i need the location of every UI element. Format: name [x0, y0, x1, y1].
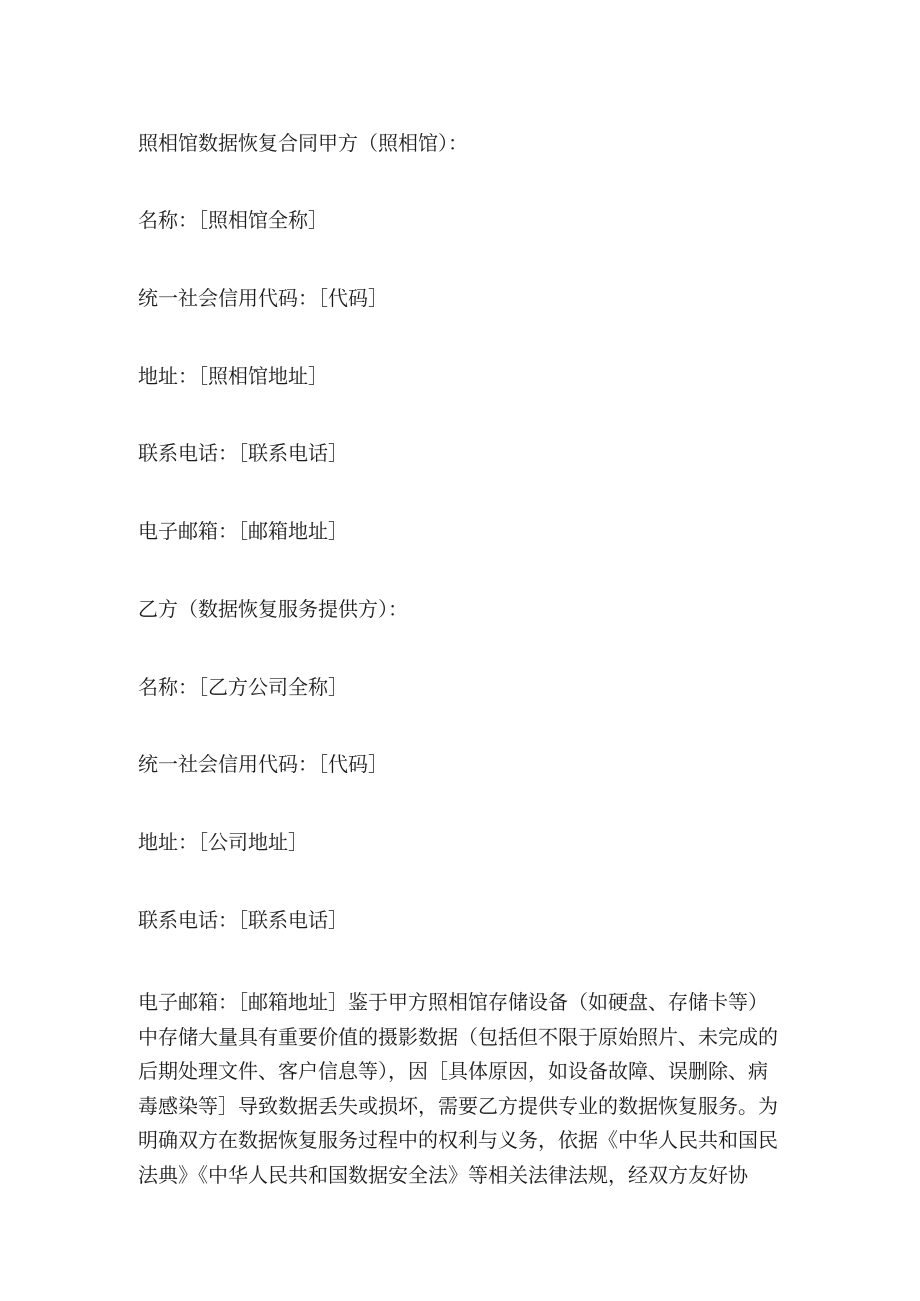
paragraph-line: 法典》《中华人民共和国数据安全法》等相关法律法规，经双方友好协	[138, 1162, 748, 1187]
paragraph-line: 毒感染等］导致数据丢失或损坏，需要乙方提供专业的数据恢复服务。为	[138, 1093, 778, 1118]
party-a-phone: 联系电话：［联系电话］	[138, 441, 348, 465]
party-b-credit-code: 统一社会信用代码：［代码］	[138, 752, 388, 776]
paragraph-line: 电子邮箱：［邮箱地址］鉴于甲方照相馆存储设备（如硬盘、存储卡等）	[138, 990, 768, 1014]
preamble-paragraph	[138, 985, 782, 1192]
party-b-phone: 联系电话：［联系电话］	[138, 908, 348, 932]
contract-title-party-a: 照相馆数据恢复合同甲方（照相馆）：	[138, 131, 468, 155]
party-b-address: 地址：［公司地址］	[138, 830, 308, 854]
paragraph-line: 明确双方在数据恢复服务过程中的权利与义务，依据《中华人民共和国民	[138, 1128, 778, 1152]
party-b-heading: 乙方（数据恢复服务提供方）：	[138, 597, 408, 621]
party-a-email: 电子邮箱：［邮箱地址］	[138, 519, 348, 543]
party-b-name: 名称：［乙方公司全称］	[138, 675, 348, 699]
paragraph-line: 后期处理文件、客户信息等），因［具体原因，如设备故障、误删除、病	[138, 1059, 768, 1083]
paragraph-line: 中存储大量具有重要价值的摄影数据（包括但不限于原始照片、未完成的	[138, 1024, 778, 1049]
party-a-address: 地址：［照相馆地址］	[138, 364, 328, 388]
party-a-credit-code: 统一社会信用代码：［代码］	[138, 286, 388, 310]
party-a-name: 名称：［照相馆全称］	[138, 208, 328, 232]
